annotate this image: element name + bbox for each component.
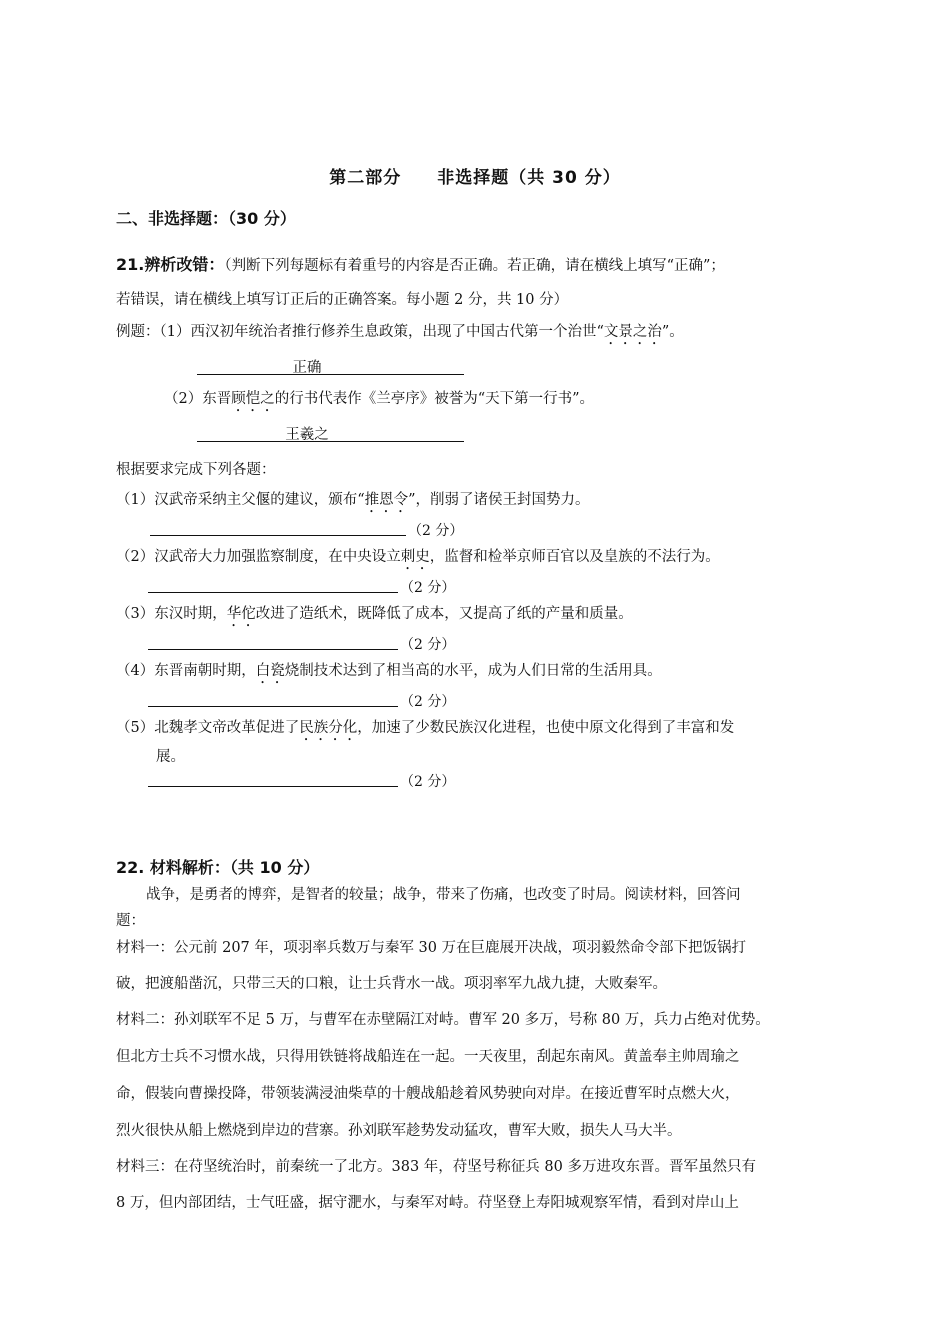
item-1-answer-line[interactable]	[150, 535, 406, 536]
item-4-prefix: （4）东晋南朝时期，	[116, 663, 256, 679]
item-1-suffix: ”，削弱了诸侯王封国势力。	[408, 492, 590, 508]
item-5-emphasis: 民族分化	[299, 720, 358, 736]
item-3	[116, 602, 633, 630]
example-2-suffix: 的行书代表作《兰亭序》被誉为“天下第一行书”。	[274, 391, 595, 407]
item-4-points: （2 分）	[400, 694, 456, 710]
example-2	[164, 387, 594, 415]
q21-label: 辨析改错：	[144, 255, 225, 274]
q22-intro-2: 题：	[116, 913, 145, 929]
item-1-points: （2 分）	[408, 523, 464, 539]
material-line: 8 万，但内部团结，士气旺盛，据守淝水，与秦军对峙。苻坚登上寿阳城观察军情，看到对岸山上	[116, 1195, 739, 1211]
q21-header	[116, 252, 725, 275]
item-4-suffix: 烧制技术达到了相当高的水平，成为人们日常的生活用具。	[284, 663, 662, 679]
item-2-answer-line[interactable]	[148, 592, 398, 593]
item-4-answer-line[interactable]	[148, 706, 398, 707]
item-2-suffix: ，监督和检举京师百官以及皇族的不法行为。	[429, 549, 720, 565]
item-4-emphasis: 白瓷	[255, 663, 285, 679]
example-1-prefix: 例题：（1）西汉初年统治者推行修养生息政策，出现了中国古代第一个治世“	[116, 324, 604, 340]
q22-heading: 22. 材料解析：（共 10 分）	[116, 858, 320, 877]
item-3-emphasis: 华佗	[226, 606, 256, 622]
example-1-suffix: ”。	[661, 324, 684, 340]
item-2-prefix: （2）汉武帝大力加强监察制度，在中央设立	[116, 549, 401, 565]
part-title-left: 第二部分	[329, 168, 402, 188]
item-5-answer-line[interactable]	[148, 786, 398, 787]
item-1-emphasis: 推恩令	[364, 492, 409, 508]
item-4	[116, 659, 662, 687]
material-line: 但北方士兵不习惯水战，只得用铁链将战船连在一起。一天夜里，刮起东南风。黄盖奉主帅周瑜之	[116, 1049, 740, 1065]
material-line: 材料三：在苻坚统治时，前秦统一了北方。383 年，苻坚号称征兵 80 多万进攻东晋。晋军虽然只有	[116, 1159, 756, 1175]
item-3-points: （2 分）	[400, 637, 456, 653]
item-2-points: （2 分）	[400, 580, 456, 596]
example-1-emphasis: 文景之治	[603, 324, 662, 340]
item-5-suffix: ，加速了少数民族汉化进程，也使中原文化得到了丰富和发	[357, 720, 735, 736]
q22-intro-1: 战争，是勇者的博弈，是智者的较量；战争，带来了伤痛，也改变了时局。阅读材料，回答问	[146, 887, 741, 903]
item-1	[116, 488, 590, 516]
q21-instruction-2: 若错误，请在横线上填写订正后的正确答案。每小题 2 分，共 10 分）	[116, 292, 569, 308]
part-title	[0, 163, 950, 188]
item-2	[116, 545, 720, 573]
item-3-prefix: （3）东汉时期，	[116, 606, 227, 622]
q21-number: 21.	[116, 255, 145, 274]
item-3-answer-line[interactable]	[148, 649, 398, 650]
q21-instruction-1: （判断下列每题标有着重号的内容是否正确。若正确，请在横线上填写“正确”；	[224, 258, 725, 274]
example-2-emphasis: 顾恺之	[231, 391, 275, 407]
material-line: 材料二：孙刘联军不足 5 万，与曹军在赤壁隔江对峙。曹军 20 多万，号称 80 万，兵力占绝对优势。	[116, 1012, 770, 1028]
material-line: 烈火很快从船上燃烧到岸边的营寨。孙刘联军趁势发动猛攻，曹军大败，损失人马大半。	[116, 1123, 682, 1139]
example-1	[116, 320, 684, 348]
item-2-emphasis: 刺史	[400, 549, 430, 565]
item-5-prefix: （5）北魏孝文帝改革促进了	[116, 720, 300, 736]
example-2-answer: 王羲之	[285, 427, 329, 443]
item-5	[116, 716, 734, 744]
section-heading: 二、非选择题：（30 分）	[116, 209, 296, 228]
example-1-answer: 正确	[292, 360, 322, 376]
example-2-prefix: （2）东晋	[164, 391, 232, 407]
material-line: 命，假装向曹操投降，带领装满浸油柴草的十艘战船趁着风势驶向对岸。在接近曹军时点燃大火，	[116, 1086, 740, 1102]
item-5-points: （2 分）	[400, 774, 456, 790]
part-title-right: 非选择题（共 30 分）	[437, 168, 621, 188]
task-intro: 根据要求完成下列各题：	[116, 462, 276, 478]
item-1-prefix: （1）汉武帝采纳主父偃的建议，颁布“	[116, 492, 365, 508]
item-3-suffix: 改进了造纸术，既降低了成本，又提高了纸的产量和质量。	[255, 606, 633, 622]
item-5-continuation: 展。	[156, 749, 185, 765]
material-line: 材料一：公元前 207 年，项羽率兵数万与秦军 30 万在巨鹿展开决战，项羽毅然命令部下把饭锅打	[116, 940, 747, 956]
material-line: 破，把渡船凿沉，只带三天的口粮，让士兵背水一战。项羽率军九战九捷，大败秦军。	[116, 976, 667, 992]
